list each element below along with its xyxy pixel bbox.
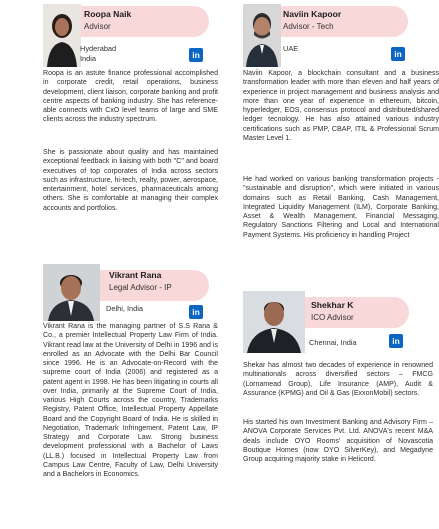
person-silhouette xyxy=(243,4,281,67)
linkedin-icon[interactable]: in xyxy=(391,47,405,61)
profile-name: Naviin Kapoor xyxy=(283,9,342,19)
person-silhouette xyxy=(243,291,305,353)
linkedin-icon[interactable]: in xyxy=(189,305,203,319)
person-silhouette xyxy=(43,264,100,321)
profile-name: Roopa Naik xyxy=(84,9,132,19)
bio-paragraph: She is passionate about quality and has maintained exceptional feedback in liaising with both "C" and board executives of top corporates of India across sectors such as infrastructure, hi-tech, realty, power, aerospace, entertainment, hotel services, pharmaceuticals among others. She is comfortable at managing their complex accounts and portfolios. xyxy=(43,149,218,212)
profile-name: Shekhar K xyxy=(311,300,354,310)
profile-role: ICO Advisor xyxy=(311,313,354,322)
bio-paragraph: Roopa is an astute finance professional accomplished in corporate credit, retail operations, business development, client liaison, corporate banking and profit centre aspects of banking industry. She has reference-able connects with CxO level teams of large and SME clients across the industry spectrum. xyxy=(43,70,218,124)
bio-paragraph: Shekar has almost two decades of experience in renowned multinationals across diversified sectors – FMCG (Lornamead Group), Life Insurance (AMP), Audit & Assurance (KPMG) and Oil & Gas (ExxonMobil) sectors. xyxy=(243,362,433,397)
bio-paragraph: He had worked on various banking transformation projects - "sustainable and disruption", which were initiated in various domains such as Retail Banking, Cash Management, Integrated Liquidity Management (ILM), Corporate Banking, Asset & Wealth Management, Financial Messaging, Regulatory Sanctions Filtering and Local and International Payment Systems. His proficiency in handling Project xyxy=(243,176,439,239)
profile-location: Hyderabad India xyxy=(80,44,117,63)
profile-role: Advisor - Tech xyxy=(283,22,334,31)
person-silhouette xyxy=(43,4,81,67)
bio-paragraph: Naviin Kapoor, a blockchain consultant and a business transformation leader with more than eleven and half years of experience in project management and business analysis and more than one year of experience in ethereum, bitcoin, hyperledger, EOS, consensus protocol and distributed/shared ledger tecnology. He has also attained various industry certifications such as PMP, CBAP, ITIL & Professional Scrum Master Level 1. xyxy=(243,70,439,142)
bio-paragraph: Vikrant Rana is the managing partner of S.S Rana & Co., a premier Intellectual Property Law Firm of India. Vikrant read law at the University of Delhi in 1996 and is enrolled as an Advocate with the Delhi Bar Council since 1996. He is an Advocate-on-Record with the supreme court of India (2006) and registered as a patent agent in 1998. He has been litigating in courts all over India, primarily at the Supreme Court of India, various High Courts across the country, Trademarks Registry, Patent Office, Intellectual Property Appellate Board and the Copyright Board of India. He is skilled in Negotiation, Trademark Infringement, Patent Law, IP Strategy and Corporate Law. Strong business development professional with a Bachelor of Laws (LL.B.) focused in Intellectual Property Law from Campus Law Centre, Faculty of Law, Delhi University and a Bachelors in Economics. xyxy=(43,323,218,478)
linkedin-icon[interactable]: in xyxy=(189,48,203,62)
profile-photo xyxy=(243,291,305,353)
profile-photo xyxy=(43,264,100,321)
profile-location: UAE xyxy=(283,44,299,53)
profile-location: Chennai, India xyxy=(309,338,357,347)
bio-paragraph: His started his own Investment Banking and Advisory Firm – ANOVA Corporate Services Pvt. Ltd. ANOVA's recent M&A deals include OYO Rooms' acquisition of Novascotia Boutique Homes (now OYO SilverKey), and Megadyne Group acquiring majority stake in Helicord. xyxy=(243,419,433,463)
profile-role: Advisor xyxy=(84,22,111,31)
profile-photo xyxy=(43,4,81,67)
linkedin-icon[interactable]: in xyxy=(389,334,403,348)
profile-photo xyxy=(243,4,281,67)
profile-name: Vikrant Rana xyxy=(109,270,162,280)
profile-role: Legal Advisor - IP xyxy=(109,283,172,292)
profile-location: Delhi, India xyxy=(106,304,143,313)
